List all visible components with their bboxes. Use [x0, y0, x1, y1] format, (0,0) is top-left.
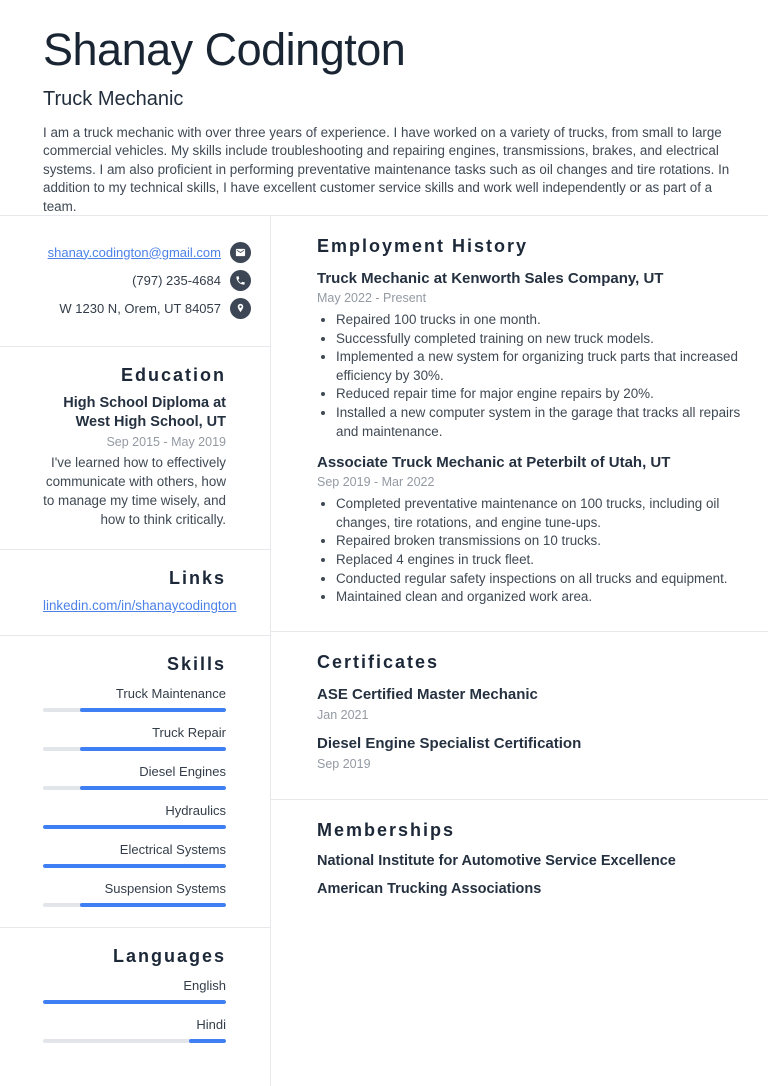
education-degree: High School Diploma at West High School, UT [63, 395, 226, 430]
skill-label: Truck Maintenance [115, 686, 226, 701]
job-bullet: • Reduced repair time for major engine repairs by 20%. [336, 385, 744, 404]
certificates-section [271, 632, 768, 800]
main-content [271, 216, 768, 1086]
job-entry [317, 453, 744, 607]
skill-label: Electrical Systems [119, 842, 226, 857]
certificates-heading: Certificates [317, 651, 440, 672]
job-title: Associate Truck Mechanic at Peterbilt of Utah, UT [317, 454, 671, 472]
skill-label: Suspension Systems [104, 881, 226, 896]
skill-meter-fill [43, 825, 226, 829]
language-label: Hindi [196, 1017, 226, 1032]
languages-section [0, 928, 270, 1063]
employment-section [271, 216, 768, 632]
skill-label: Truck Repair [152, 725, 226, 740]
education-description: I've learned how to effectively communicate with others, how to manage my time wisely, and how to think critically. [43, 455, 226, 527]
employment-heading: Employment History [317, 236, 529, 256]
skill-meter-fill [43, 864, 226, 868]
membership-entry: National Institute for Automotive Service Excellence [317, 852, 676, 869]
job-bullet: • Repaired 100 trucks in one month. [336, 311, 744, 330]
skill-meter-fill [80, 708, 226, 712]
linkedin-link[interactable]: linkedin.com/in/shanaycodington [43, 598, 237, 613]
education-heading: Education [120, 365, 226, 385]
language-meter-fill [189, 1039, 226, 1043]
job-entry [317, 269, 744, 441]
job-bullet: • Successfully completed training on new truck models. [336, 330, 744, 349]
memberships-heading: Memberships [317, 819, 456, 840]
job-bullet: • Conducted regular safety inspections on all trucks and equipment. [336, 570, 744, 589]
certificate-date: Jan 2021 [317, 707, 369, 722]
skill-item [43, 764, 226, 790]
email-link[interactable]: shanay.codington@gmail.com [47, 244, 221, 260]
certificate-entry [317, 734, 744, 771]
language-item [43, 978, 226, 1004]
job-bullet: • Completed preventative maintenance on 100 trucks, including oil changes, tire rotations, and engine tune-ups. [336, 495, 744, 532]
job-title: Truck Mechanic at Kenworth Sales Company, UT [317, 270, 664, 287]
skill-meter-track [43, 903, 226, 907]
person-name: Shanay Codington [43, 24, 406, 75]
education-section [0, 347, 270, 550]
job-bullet: • Installed a new computer system in the garage that tracks all repairs and maintenance. [336, 404, 744, 441]
contact-phone-row [43, 266, 251, 294]
skills-section [0, 636, 270, 928]
skill-label: Diesel Engines [139, 764, 226, 779]
skill-meter-fill [80, 786, 226, 790]
job-dates: May 2022 - Present [317, 291, 427, 305]
skill-item [43, 881, 226, 907]
job-bullet: • Replaced 4 engines in truck fleet. [336, 551, 744, 570]
skill-item [43, 842, 226, 868]
language-meter-track [43, 1000, 226, 1004]
certificate-title: ASE Certified Master Mechanic [317, 685, 538, 703]
membership-entry: American Trucking Associations [317, 880, 542, 897]
links-heading: Links [168, 568, 226, 588]
location-pin-icon [230, 298, 251, 319]
job-bullet-list [317, 311, 744, 441]
language-label: English [183, 978, 226, 993]
skill-item [43, 803, 226, 829]
skill-meter-track [43, 708, 226, 712]
links-section [0, 550, 270, 636]
language-meter-track [43, 1039, 226, 1043]
skill-meter-fill [80, 903, 226, 907]
resume-body [0, 216, 768, 1086]
contact-section [0, 216, 270, 347]
language-meter-fill [43, 1000, 226, 1004]
phone-number: (797) 235-4684 [132, 272, 221, 288]
skill-label: Hydraulics [165, 803, 226, 818]
languages-heading: Languages [112, 946, 226, 966]
envelope-icon [230, 242, 251, 263]
phone-icon [230, 270, 251, 291]
skill-item [43, 686, 226, 712]
job-bullet: • Repaired broken transmissions on 10 trucks. [336, 532, 744, 551]
postal-address: W 1230 N, Orem, UT 84057 [59, 300, 221, 316]
job-dates: Sep 2019 - Mar 2022 [317, 475, 435, 490]
resume-header [0, 0, 768, 216]
job-bullet: • Maintained clean and organized work area. [336, 588, 744, 607]
profile-summary: I am a truck mechanic with over three years of experience. I have worked on a variety of trucks, from small to large commercial vehicles. My skills include troubleshooting and repairing engines, transmissions, brakes, and electrical systems. I am also proficient in performing preventative maintenance tasks such as oil changes and tire rotations. In addition to my technical skills, I have excellent customer service skills and work well independently or as part of a team. [43, 124, 730, 214]
skill-meter-track [43, 825, 226, 829]
memberships-section [271, 800, 768, 921]
skill-meter-track [43, 786, 226, 790]
skill-meter-track [43, 747, 226, 751]
skill-item [43, 725, 226, 751]
language-item [43, 1017, 226, 1043]
certificate-date: Sep 2019 [317, 756, 371, 771]
skills-heading: Skills [166, 654, 226, 674]
certificate-entry [317, 685, 744, 722]
contact-address-row [43, 294, 251, 322]
certificate-title: Diesel Engine Specialist Certification [317, 734, 582, 752]
skill-meter-fill [80, 747, 226, 751]
skill-meter-track [43, 864, 226, 868]
person-job-title: Truck Mechanic [43, 87, 184, 110]
education-dates: Sep 2015 - May 2019 [106, 435, 226, 449]
job-bullet: • Implemented a new system for organizing truck parts that increased efficiency by 30%. [336, 348, 744, 385]
job-bullet-list [317, 495, 744, 607]
contact-email-row [43, 238, 251, 266]
sidebar [0, 216, 271, 1086]
